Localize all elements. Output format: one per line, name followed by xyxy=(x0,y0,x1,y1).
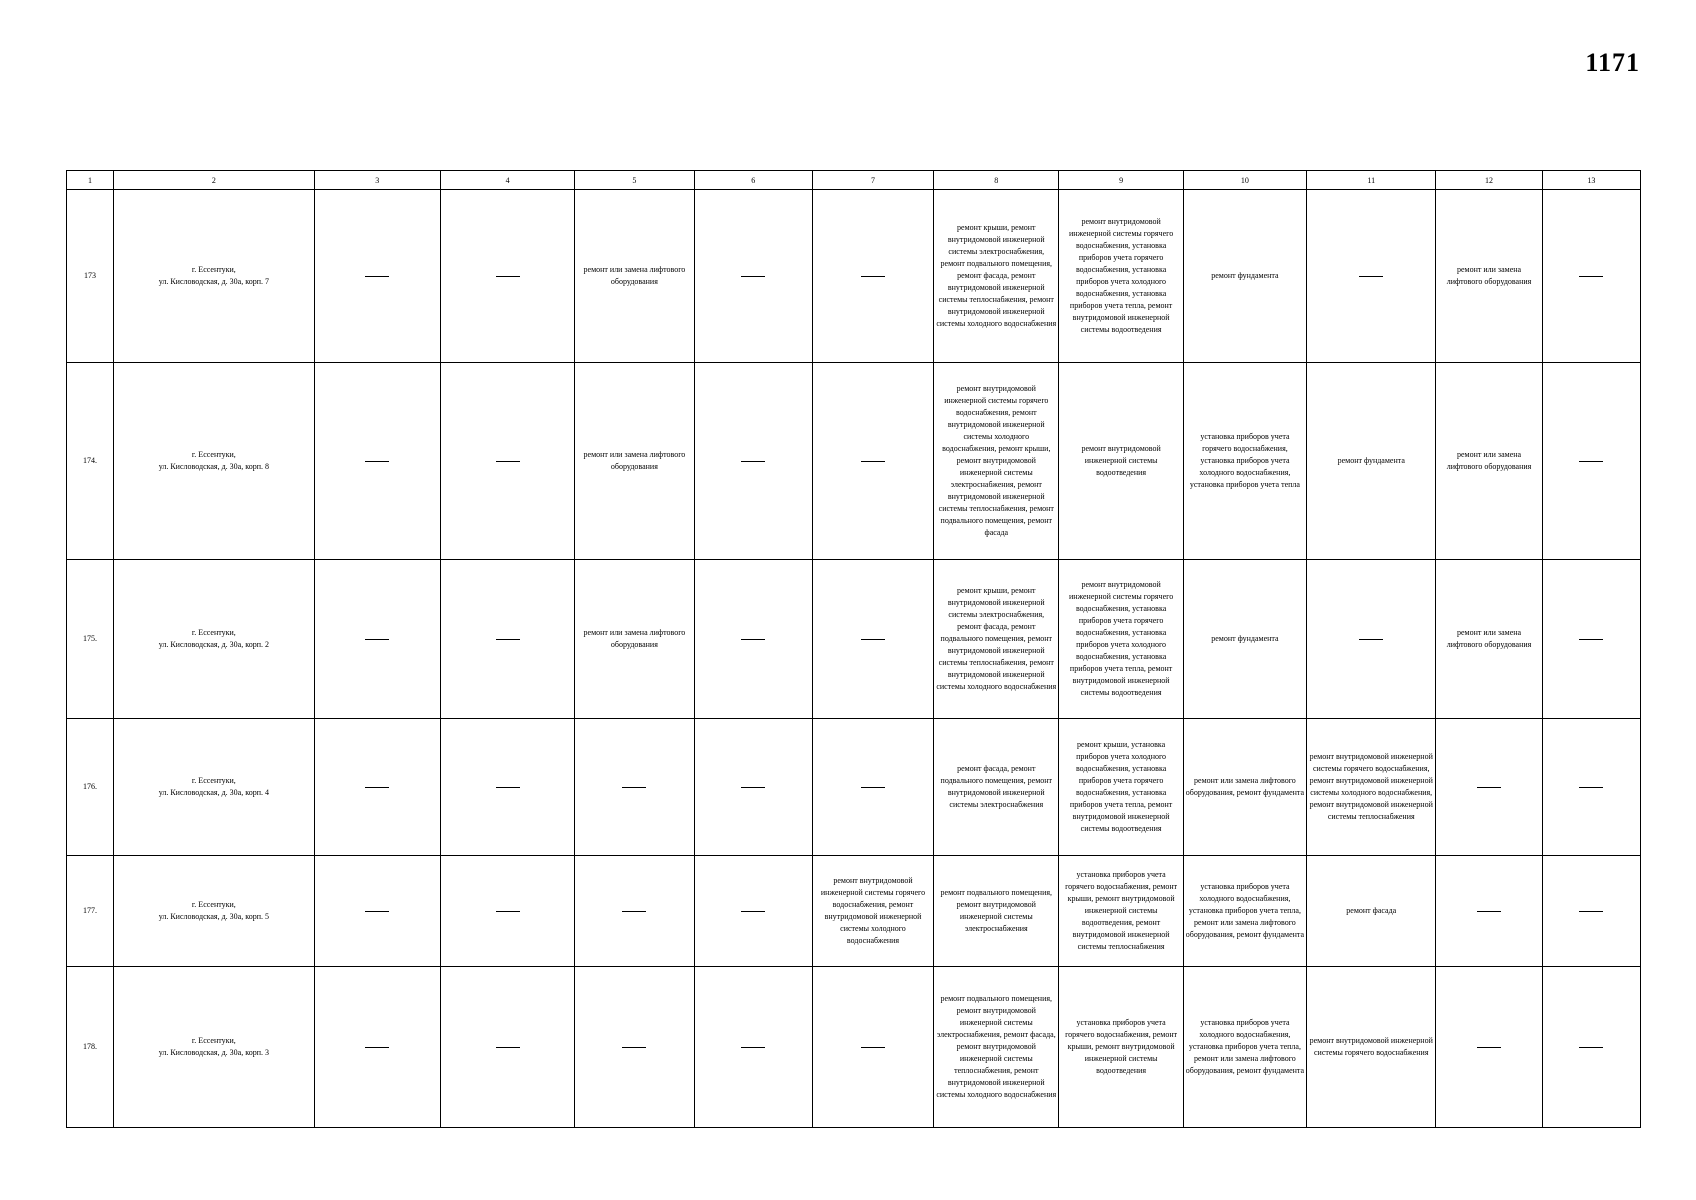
dash-mark xyxy=(741,639,765,640)
dash-mark xyxy=(1359,639,1383,640)
dash-mark xyxy=(861,787,885,788)
cell-col-8: ремонт внутридомовой инженерной системы горячего водоснабжения, ремонт внутридомовой инженерной системы холодного водоснабжения, ремонт крыши, ремонт внутридомовой инженерной системы электроснабжения, ремонт внутридомовой инженерной системы теплоснабжения, ремонт подвального помещения, ремонт фасада xyxy=(934,363,1059,560)
cell-col-8: ремонт фасада, ремонт подвального помещения, ремонт внутридомовой инженерной системы электроснабжения xyxy=(934,719,1059,856)
column-header-13: 13 xyxy=(1542,171,1640,190)
cell-col-9: ремонт внутридомовой инженерной системы горячего водоснабжения, установка приборов учета горячего водоснабжения, установка приборов учета холодного водоснабжения, установка приборов учета тепла, ремонт внутридомовой инженерной системы водоотведения xyxy=(1059,190,1183,363)
page-number: 1171 xyxy=(1585,48,1640,77)
dash-mark xyxy=(741,787,765,788)
dash-mark xyxy=(1477,1047,1501,1048)
column-header-5: 5 xyxy=(575,171,694,190)
row-number: 176. xyxy=(67,719,114,856)
cell-col-8: ремонт подвального помещения, ремонт внутридомовой инженерной системы электроснабжения, ремонт фасада, ремонт внутридомовой инженерной системы теплоснабжения, ремонт внутридомовой инженерной системы холодного водоснабжения xyxy=(934,966,1059,1127)
empty-dash-cell xyxy=(694,190,812,363)
address-cell xyxy=(114,966,315,1127)
empty-dash-cell xyxy=(440,966,574,1127)
empty-dash-cell xyxy=(1307,190,1436,363)
dash-mark xyxy=(365,787,389,788)
column-number-row xyxy=(67,171,1641,190)
address-cell xyxy=(114,363,315,560)
cell-col-8: ремонт крыши, ремонт внутридомовой инженерной системы электроснабжения, ремонт фасада, ремонт подвального помещения, ремонт внутридомовой инженерной системы теплоснабжения, ремонт внутридомовой инженерной системы холодного водоснабжения xyxy=(934,560,1059,719)
row-number: 175. xyxy=(67,560,114,719)
dash-mark xyxy=(496,911,520,912)
dash-mark xyxy=(365,639,389,640)
cell-col-9: установка приборов учета горячего водоснабжения, ремонт крыши, ремонт внутридомовой инженерной системы водоотведения xyxy=(1059,966,1183,1127)
empty-dash-cell xyxy=(812,560,933,719)
empty-dash-cell xyxy=(440,560,574,719)
empty-dash-cell xyxy=(314,719,440,856)
address-street: ул. Кисловодская, д. 30а, корп. 3 xyxy=(158,1047,269,1057)
dash-mark xyxy=(1579,276,1603,277)
cell-col-9: ремонт внутридомовой инженерной системы водоотведения xyxy=(1059,363,1183,560)
empty-dash-cell xyxy=(440,719,574,856)
address-city: г. Ессентуки, xyxy=(191,900,236,910)
empty-dash-cell xyxy=(440,856,574,967)
empty-dash-cell xyxy=(575,966,694,1127)
empty-dash-cell xyxy=(440,190,574,363)
empty-dash-cell xyxy=(694,719,812,856)
table-row xyxy=(67,363,1641,560)
dash-mark xyxy=(622,1047,646,1048)
address-street: ул. Кисловодская, д. 30а, корп. 5 xyxy=(158,912,269,922)
dash-mark xyxy=(741,911,765,912)
empty-dash-cell xyxy=(1436,966,1542,1127)
empty-dash-cell xyxy=(694,966,812,1127)
column-header-7: 7 xyxy=(812,171,933,190)
column-header-1: 1 xyxy=(67,171,114,190)
dash-mark xyxy=(861,639,885,640)
empty-dash-cell xyxy=(1436,719,1542,856)
dash-mark xyxy=(496,1047,520,1048)
dash-mark xyxy=(622,911,646,912)
table-row xyxy=(67,856,1641,967)
column-header-3: 3 xyxy=(314,171,440,190)
table-row xyxy=(67,966,1641,1127)
table-row xyxy=(67,719,1641,856)
row-number: 173 xyxy=(67,190,114,363)
dash-mark xyxy=(365,276,389,277)
empty-dash-cell xyxy=(314,560,440,719)
empty-dash-cell xyxy=(1436,856,1542,967)
column-header-12: 12 xyxy=(1436,171,1542,190)
empty-dash-cell xyxy=(1542,856,1640,967)
cell-col-10: установка приборов учета горячего водоснабжения, установка приборов учета холодного водоснабжения, установка приборов учета тепла xyxy=(1183,363,1306,560)
cell-col-5: ремонт или замена лифтового оборудования xyxy=(575,560,694,719)
table-row xyxy=(67,560,1641,719)
empty-dash-cell xyxy=(1542,560,1640,719)
address-city: г. Ессентуки, xyxy=(191,776,236,786)
cell-col-12: ремонт или замена лифтового оборудования xyxy=(1436,363,1542,560)
column-header-8: 8 xyxy=(934,171,1059,190)
empty-dash-cell xyxy=(812,190,933,363)
address-cell xyxy=(114,560,315,719)
cell-col-11: ремонт фундамента xyxy=(1307,363,1436,560)
dash-mark xyxy=(496,787,520,788)
cell-col-8: ремонт подвального помещения, ремонт внутридомовой инженерной системы электроснабжения xyxy=(934,856,1059,967)
repair-schedule-table xyxy=(66,170,1641,1128)
column-header-4: 4 xyxy=(440,171,574,190)
dash-mark xyxy=(741,1047,765,1048)
cell-col-10: установка приборов учета холодного водоснабжения, установка приборов учета тепла, ремонт или замена лифтового оборудования, ремонт фундамента xyxy=(1183,966,1306,1127)
empty-dash-cell xyxy=(812,719,933,856)
address-city: г. Ессентуки, xyxy=(191,1035,236,1045)
cell-col-7: ремонт внутридомовой инженерной системы горячего водоснабжения, ремонт внутридомовой инженерной системы холодного водоснабжения xyxy=(812,856,933,967)
empty-dash-cell xyxy=(575,856,694,967)
cell-col-9: установка приборов учета горячего водоснабжения, ремонт крыши, ремонт внутридомовой инженерной системы водоотведения, ремонт внутридомовой инженерной системы теплоснабжения xyxy=(1059,856,1183,967)
address-city: г. Ессентуки, xyxy=(191,450,236,460)
row-number: 178. xyxy=(67,966,114,1127)
table-body xyxy=(67,190,1641,1128)
cell-col-5: ремонт или замена лифтового оборудования xyxy=(575,363,694,560)
dash-mark xyxy=(1579,1047,1603,1048)
address-city: г. Ессентуки, xyxy=(191,628,236,638)
cell-col-9: ремонт крыши, установка приборов учета холодного водоснабжения, установка приборов учета горячего водоснабжения, установка приборов учета тепла, ремонт внутридомовой инженерной системы водоотведения xyxy=(1059,719,1183,856)
dash-mark xyxy=(1477,787,1501,788)
empty-dash-cell xyxy=(314,190,440,363)
cell-col-5: ремонт или замена лифтового оборудования xyxy=(575,190,694,363)
cell-col-12: ремонт или замена лифтового оборудования xyxy=(1436,560,1542,719)
dash-mark xyxy=(861,461,885,462)
address-cell xyxy=(114,190,315,363)
empty-dash-cell xyxy=(812,966,933,1127)
empty-dash-cell xyxy=(1542,719,1640,856)
address-cell xyxy=(114,719,315,856)
cell-col-12: ремонт или замена лифтового оборудования xyxy=(1436,190,1542,363)
address-city: г. Ессентуки, xyxy=(191,265,236,275)
dash-mark xyxy=(861,1047,885,1048)
cell-col-8: ремонт крыши, ремонт внутридомовой инженерной системы электроснабжения, ремонт подвального помещения, ремонт фасада, ремонт внутридомовой инженерной системы теплоснабжения, ремонт внутридомовой инженерной системы холодного водоснабжения xyxy=(934,190,1059,363)
empty-dash-cell xyxy=(694,363,812,560)
address-street: ул. Кисловодская, д. 30а, корп. 8 xyxy=(158,462,269,472)
cell-col-10: ремонт фундамента xyxy=(1183,560,1306,719)
empty-dash-cell xyxy=(575,719,694,856)
empty-dash-cell xyxy=(1542,190,1640,363)
dash-mark xyxy=(1579,461,1603,462)
address-cell xyxy=(114,856,315,967)
cell-col-11: ремонт фасада xyxy=(1307,856,1436,967)
empty-dash-cell xyxy=(314,966,440,1127)
address-street: ул. Кисловодская, д. 30а, корп. 7 xyxy=(158,277,269,287)
column-header-6: 6 xyxy=(694,171,812,190)
row-number: 174. xyxy=(67,363,114,560)
column-header-11: 11 xyxy=(1307,171,1436,190)
empty-dash-cell xyxy=(694,560,812,719)
dash-mark xyxy=(622,787,646,788)
cell-col-10: установка приборов учета холодного водоснабжения, установка приборов учета тепла, ремонт или замена лифтового оборудования, ремонт фундамента xyxy=(1183,856,1306,967)
cell-col-10: ремонт фундамента xyxy=(1183,190,1306,363)
dash-mark xyxy=(1477,911,1501,912)
dash-mark xyxy=(365,1047,389,1048)
column-header-10: 10 xyxy=(1183,171,1306,190)
empty-dash-cell xyxy=(812,363,933,560)
dash-mark xyxy=(1359,276,1383,277)
dash-mark xyxy=(1579,911,1603,912)
table-header xyxy=(67,171,1641,190)
dash-mark xyxy=(496,639,520,640)
dash-mark xyxy=(861,276,885,277)
empty-dash-cell xyxy=(1542,966,1640,1127)
dash-mark xyxy=(741,276,765,277)
address-street: ул. Кисловодская, д. 30а, корп. 2 xyxy=(158,640,269,650)
dash-mark xyxy=(1579,787,1603,788)
empty-dash-cell xyxy=(1307,560,1436,719)
empty-dash-cell xyxy=(314,856,440,967)
dash-mark xyxy=(496,461,520,462)
cell-col-11: ремонт внутридомовой инженерной системы горячего водоснабжения xyxy=(1307,966,1436,1127)
cell-col-9: ремонт внутридомовой инженерной системы горячего водоснабжения, установка приборов учета горячего водоснабжения, установка приборов учета холодного водоснабжения, установка приборов учета тепла, ремонт внутридомовой инженерной системы водоотведения xyxy=(1059,560,1183,719)
empty-dash-cell xyxy=(440,363,574,560)
empty-dash-cell xyxy=(1542,363,1640,560)
table-row xyxy=(67,190,1641,363)
cell-col-11: ремонт внутридомовой инженерной системы горячего водоснабжения, ремонт внутридомовой инженерной системы холодного водоснабжения, ремонт внутридомовой инженерной системы теплоснабжения xyxy=(1307,719,1436,856)
cell-col-10: ремонт или замена лифтового оборудования, ремонт фундамента xyxy=(1183,719,1306,856)
dash-mark xyxy=(365,911,389,912)
row-number: 177. xyxy=(67,856,114,967)
dash-mark xyxy=(741,461,765,462)
column-header-9: 9 xyxy=(1059,171,1183,190)
dash-mark xyxy=(365,461,389,462)
column-header-2: 2 xyxy=(114,171,315,190)
empty-dash-cell xyxy=(694,856,812,967)
address-street: ул. Кисловодская, д. 30а, корп. 4 xyxy=(158,788,269,798)
dash-mark xyxy=(1579,639,1603,640)
empty-dash-cell xyxy=(314,363,440,560)
dash-mark xyxy=(496,276,520,277)
